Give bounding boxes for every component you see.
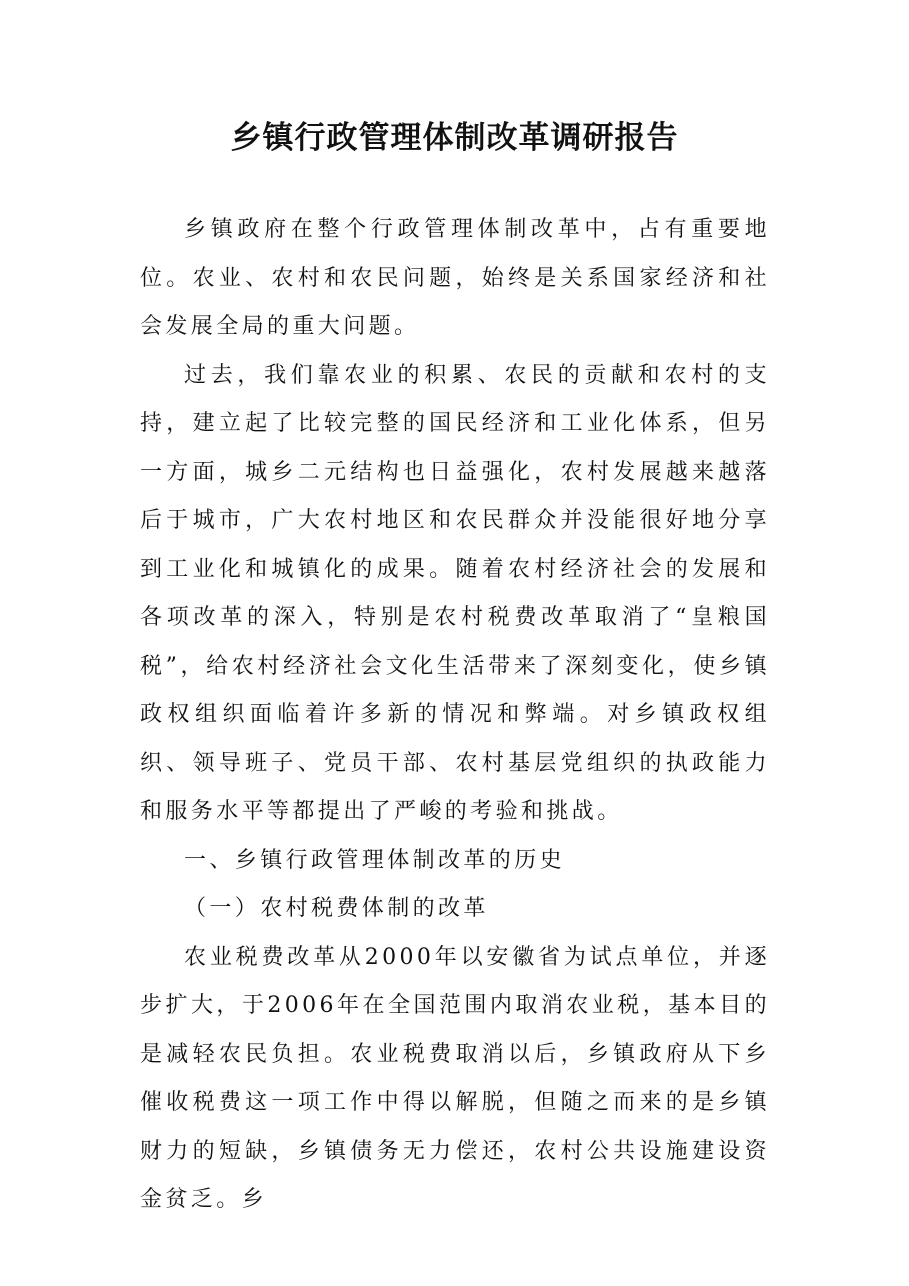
paragraph-tax-reform: 农业税费改革从2000年以安徽省为试点单位，并逐步扩大，于2006年在全国范围内取消农业税，基本目的是减轻农民负担。农业税费取消以后，乡镇政府从下乡催收税费这一项工作中得以解脱，但随之而来的是乡镇财力的短缺，乡镇债务无力偿还，农村公共设施建设资金贫乏。乡	[140, 944, 770, 1212]
paragraph-intro: 乡镇政府在整个行政管理体制改革中，占有重要地位。农业、农村和农民问题，始终是关系国家经济和社会发展全局的重大问题。	[140, 217, 770, 339]
section-heading-1: 一、乡镇行政管理体制改革的历史	[184, 847, 566, 873]
document-title: 乡镇行政管理体制改革调研报告	[230, 120, 679, 156]
subsection-heading-1: （一）农村税费体制的改革	[184, 896, 489, 921]
paragraph-background: 过去，我们靠农业的积累、农民的贡献和农村的支持，建立起了比较完整的国民经济和工业化体系，但另一方面，城乡二元结构也日益强化，农村发展越来越落后于城市，广大农村地区和农民群众并没能很好地分享到工业化和城镇化的成果。随着农村经济社会的发展和各项改革的深入，特别是农村税费改革取消了“皇粮国税”，给农村经济社会文化生活带来了深刻变化，使乡镇政权组织面临着许多新的情况和弊端。对乡镇政权组织、领导班子、党员干部、农村基层党组织的执政能力和服务水平等都提出了严峻的考验和挑战。	[140, 362, 770, 824]
document-body	[140, 206, 770, 1225]
